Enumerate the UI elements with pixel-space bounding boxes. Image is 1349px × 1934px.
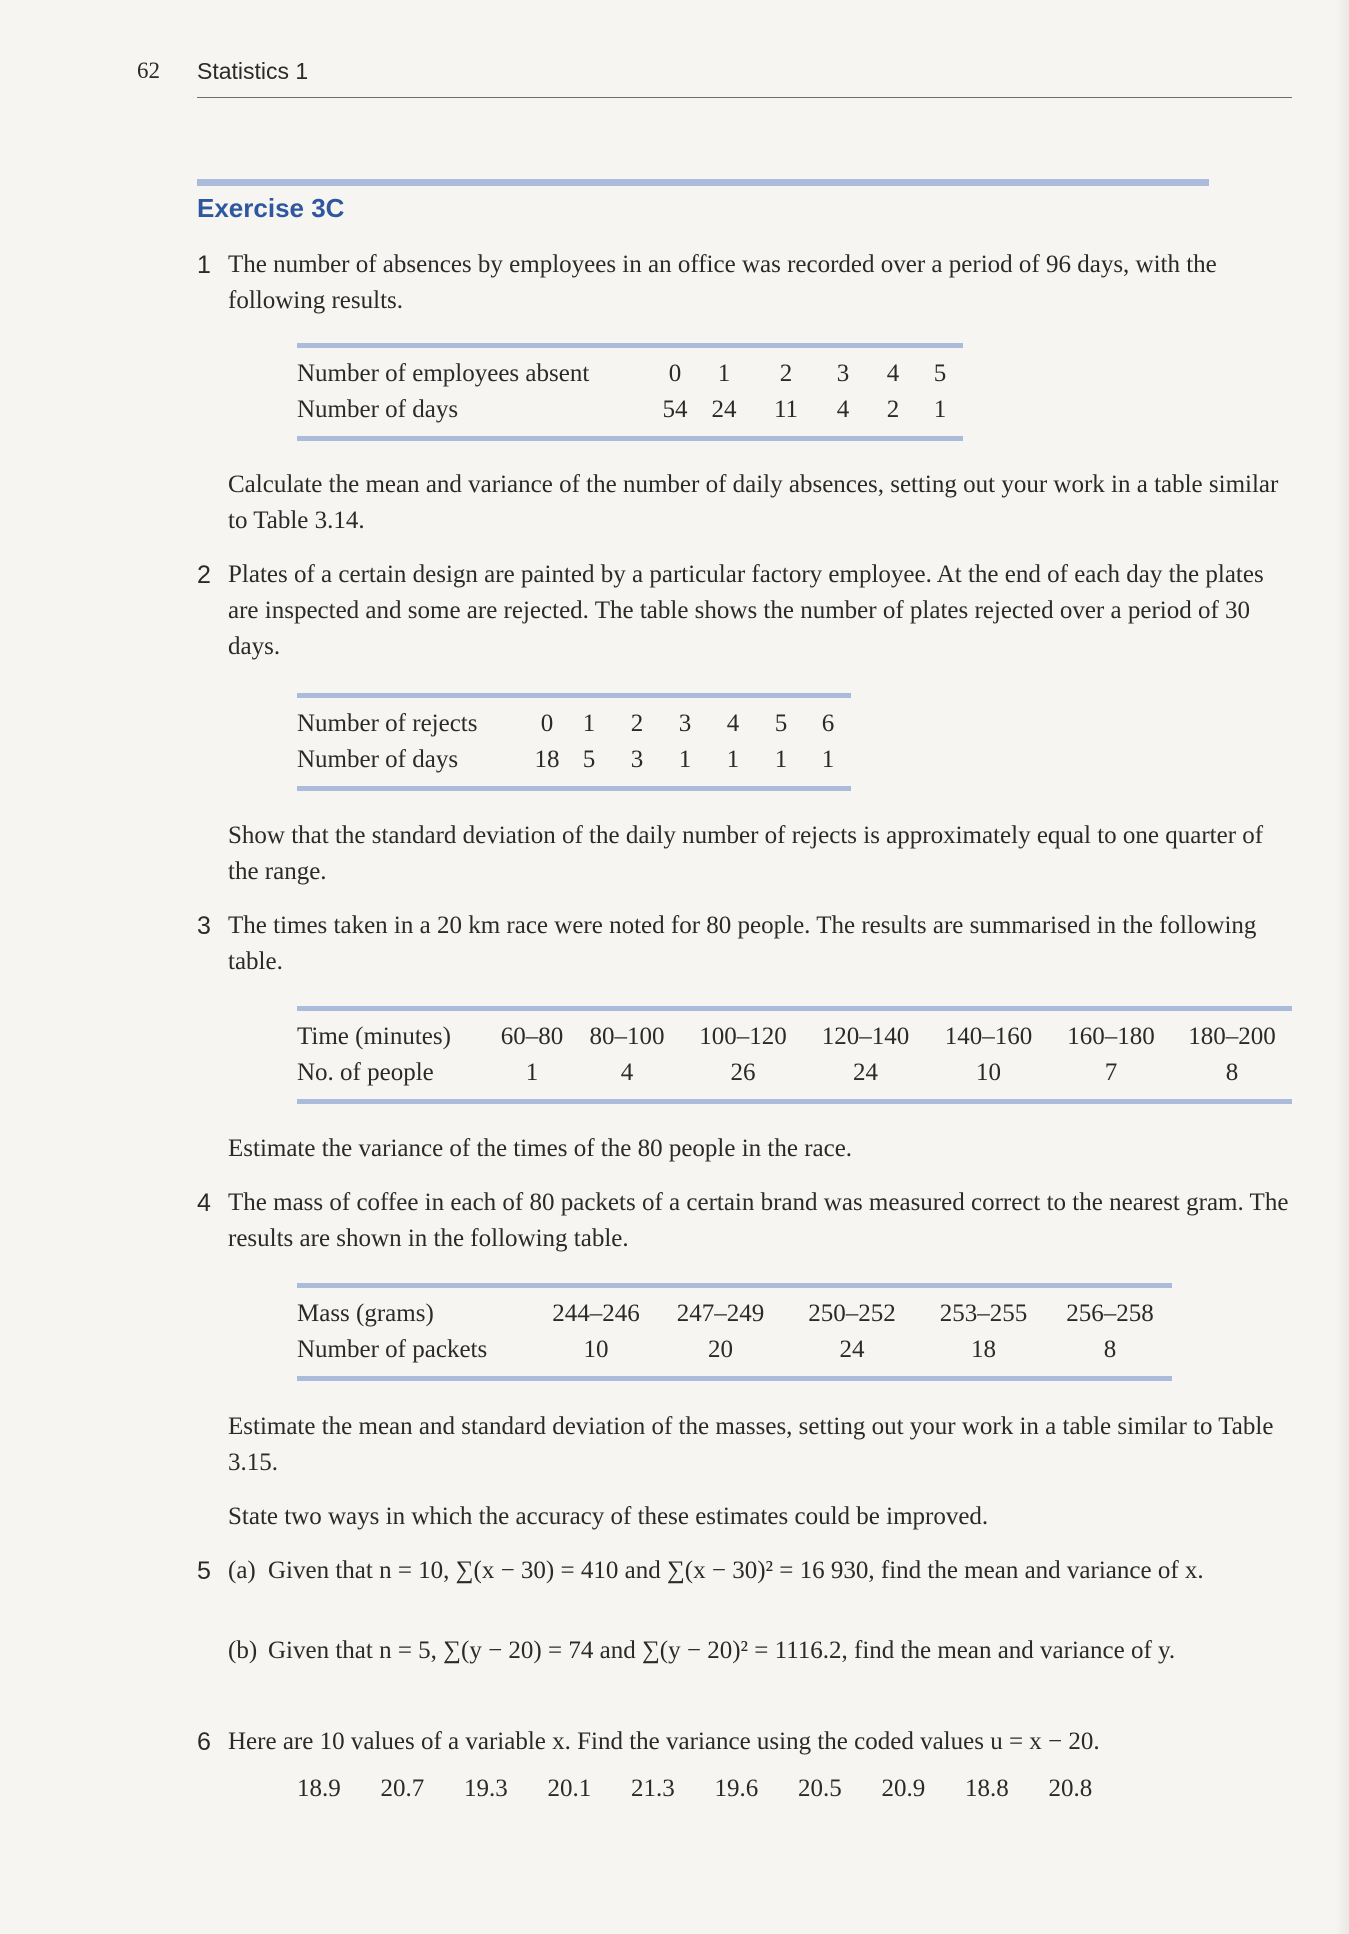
table-cell: 1 [933,396,947,423]
question-number: 6 [197,1728,211,1756]
table-cell: 0 [540,710,554,737]
q4-table [297,1283,1172,1381]
question-2-instruction: Show that the standard deviation of the daily number of rejects is approximately equal to one quarter of the range. [228,822,1264,885]
table-cell: 140–160 [944,1023,1033,1050]
table-cell: 18 [534,746,560,773]
table-cell: 20 [708,1336,733,1363]
value-item: 19.6 [714,1775,759,1802]
question-4-followup: State two ways in which the accuracy of these estimates could be improved. [228,1503,989,1530]
table-cell: 3 [836,360,850,387]
question-number: 3 [197,912,211,940]
table-row [297,706,851,742]
question-5a [228,1553,1298,1589]
header-rule [197,97,1292,98]
value-item: 20.8 [1048,1775,1093,1802]
table-cell: 4 [836,396,850,423]
value-item: 20.7 [380,1775,425,1802]
table-cell: 24 [839,1336,865,1363]
table-cell: 253–255 [939,1300,1028,1327]
value-item: 18.8 [965,1775,1009,1802]
table-row [297,356,963,392]
table-cell: 256–258 [1066,1300,1154,1327]
page-number: 62 [137,58,160,83]
table-cell: 26 [730,1059,756,1086]
table-cell: 5 [774,710,788,737]
table-row [297,1055,1292,1091]
table-row [297,1296,1171,1332]
table-row [297,1019,1292,1055]
row-label: Time (minutes) [297,1023,451,1050]
table-rule-top [297,343,963,348]
table-cell: 2 [779,360,793,387]
table-cell: 1 [774,746,788,773]
table-cell: 18 [971,1336,996,1363]
value-item: 18.9 [297,1775,341,1802]
exercise-title: Exercise 3C [197,193,345,223]
page-edge-shadow [1335,0,1349,1934]
value-item: 20.1 [547,1775,592,1802]
question-number: 4 [197,1189,211,1217]
table-cell: 247–249 [676,1300,765,1327]
table-rule-top [297,1006,1292,1011]
table-cell: 24 [853,1059,878,1086]
table-cell: 1 [582,710,596,737]
question-text: Plates of a certain design are painted by a particular factory employee. At the end of each day the plates are inspected and some are rejected. The table shows the number of plates rejected over a period of 30 days. [228,561,1264,660]
q2-table [297,693,851,791]
table-rule-bottom [297,1099,1292,1104]
question-6 [197,1724,1297,1760]
question-1 [197,247,1297,319]
value-item: 19.3 [464,1775,508,1802]
running-title: Statistics 1 [197,58,309,84]
table-row [297,742,851,778]
part-text: Given that n = 10, ∑(x − 30) = 410 and ∑(x − 30)² = 16 930, find the mean and variance of x. [268,1557,1204,1584]
part-text: Given that n = 5, ∑(y − 20) = 74 and ∑(y − 20)² = 1116.2, find the mean and variance of y. [268,1637,1176,1664]
table-cell: 7 [1104,1059,1118,1086]
table-cell: 160–180 [1067,1023,1155,1050]
table-cell: 80–100 [589,1023,665,1050]
table-cell: 3 [630,746,644,773]
question-3-instruction: Estimate the variance of the times of the 80 people in the race. [228,1135,853,1162]
table-cell: 1 [717,360,731,387]
row-label: Number of packets [297,1336,488,1363]
table-cell: 10 [583,1336,609,1363]
q6-values [297,1775,1132,1803]
table-rule-bottom [297,786,851,791]
question-number: 2 [197,561,211,589]
table-row [297,1332,1171,1368]
q3-table [297,1006,1292,1104]
table-rule-top [297,693,851,698]
table-cell: 4 [620,1059,634,1086]
table-cell: 4 [886,360,900,387]
table-cell: 2 [886,396,900,423]
question-4 [197,1185,1297,1257]
q1-table [297,343,963,441]
table-cell: 6 [821,710,835,737]
row-label: No. of people [297,1059,434,1086]
table-cell: 180–200 [1188,1023,1276,1050]
row-label: Number of days [297,746,459,773]
question-1-instruction: Calculate the mean and variance of the number of daily absences, setting out your work in a table similar to Table 3.14. [228,471,1279,534]
table-cell: 54 [662,396,688,423]
row-label: Number of employees absent [297,360,590,387]
question-text: The number of absences by employees in an office was recorded over a period of 96 days, with the following results. [228,251,1217,314]
table-cell: 250–252 [808,1300,896,1327]
table-cell: 2 [630,710,644,737]
value-item: 20.9 [881,1775,926,1802]
exercise-bar [197,179,1209,186]
question-text: The mass of coffee in each of 80 packets of a certain brand was measured correct to the nearest gram. The results are shown in the following table. [228,1189,1289,1252]
table-rule-top [297,1283,1172,1288]
table-cell: 10 [976,1059,1001,1086]
table-cell: 8 [1103,1336,1117,1363]
row-label: Number of days [297,396,459,423]
question-number: 1 [197,251,211,279]
table-cell: 8 [1225,1059,1239,1086]
table-cell: 1 [678,746,692,773]
table-cell: 11 [773,396,799,423]
table-cell: 5 [582,746,596,773]
question-text: Here are 10 values of a variable x. Find the variance using the coded values u = x − 20. [228,1728,1100,1755]
value-item: 21.3 [631,1775,675,1802]
question-text: The times taken in a 20 km race were noted for 80 people. The results are summarised in the following table. [228,912,1257,975]
question-number: 5 [197,1557,211,1585]
table-cell: 120–140 [821,1023,910,1050]
table-cell: 4 [726,710,740,737]
table-cell: 1 [525,1059,539,1086]
table-row [297,392,963,428]
table-cell: 60–80 [500,1023,564,1050]
question-3 [197,908,1297,980]
question-4-instruction: Estimate the mean and standard deviation of the masses, setting out your work in a table similar to Table 3.15. [228,1413,1274,1476]
part-label: (b) [228,1637,258,1664]
table-cell: 1 [821,746,835,773]
table-cell: 5 [933,360,947,387]
table-cell: 100–120 [699,1023,787,1050]
row-label: Mass (grams) [297,1300,434,1327]
part-label: (a) [228,1557,256,1584]
table-cell: 3 [678,710,692,737]
table-rule-bottom [297,1376,1172,1381]
table-cell: 244–246 [552,1300,640,1327]
question-2 [197,557,1297,665]
row-label: Number of rejects [297,710,478,737]
table-cell: 24 [711,396,737,423]
value-item: 20.5 [798,1775,842,1802]
table-cell: 1 [726,746,740,773]
table-rule-bottom [297,436,963,441]
table-cell: 0 [668,360,682,387]
question-5b [228,1633,1298,1669]
